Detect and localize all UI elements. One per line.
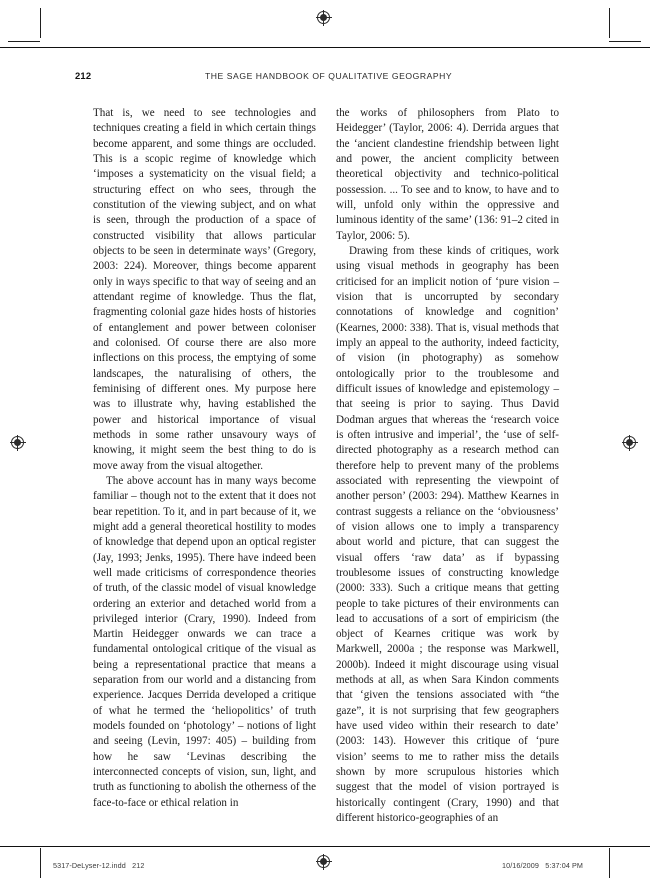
paragraph: That is, we need to see technologies and techniques creating a field in which certain things become apparent, and some things are occluded. This is a scopic regime of knowledge which ‘imposes a systematicity on the visual field; a structuring effect on who sees, through the constitution of the viewing subject, and on what is seen, through the production of a space of constructed visibility that allows particular objects to be seen in determinate ways’ (Gregory, 2003: 224). Moreover, things become apparent only in ways specific to that way of seeing and an attendant regime of knowledge. Thus the flat, fragmenting colonial gaze hides hosts of histories of entanglement and power between coloniser and colonised. Of course there are also more inflections on this process, the emptying of some landscapes, the naturalising of others, the feminising of different ones. My purpose here was to illustrate why, having established the power and historical importance of visual methods in some rather unsavoury ways of knowing, it might seem the best thing to do is move away from the visual altogether. xyxy=(93,107,316,472)
crop-mark-bottom-right-vertical xyxy=(609,848,610,878)
registration-mark-center xyxy=(626,439,633,446)
paragraph: the works of philosophers from Plato to Heidegger’ (Taylor, 2006: 4). Derrida argues that the ‘ancient clandestine friendship between light and power, the ancient complicity between theoretical objectivity and technico-political possession. ... To see and to know, to have and to will, unfold only within the oppressive and luminous identity of the same’ (136: 91–2 cited in Taylor, 2006: 5). xyxy=(336,107,559,242)
footer-timestamp: 10/16/2009 5:37:04 PM xyxy=(502,861,584,870)
crop-mark-bottom-left-vertical xyxy=(40,848,41,878)
registration-mark-center xyxy=(14,439,21,446)
running-title: THE SAGE HANDBOOK OF QUALITATIVE GEOGRAPHY xyxy=(205,70,453,81)
registration-mark-icon-right xyxy=(623,436,636,449)
paragraph: Drawing from these kinds of critiques, work using visual methods in geography has been criticised for an implicit notion of ‘pure vision – vision that is uncorrupted by secondary connotations of knowledge and cognition’ (Kearnes, 2000: 338). That is, visual methods that imply an appeal to the authority, indeed facticity, of vision (in photography) as somehow ontologically prior to the troublesome and difficult issues of knowledge and epistemology – that seeing is prior to saying. Thus David Dodman argues that whereas the ‘research voice is often intrusive and imperial’, the ‘use of self-directed photography as a research method can therefore help to prevent many of the problems associated with representing the viewpoint of another person’ (2003: 294). Matthew Kearnes in contrast suggests a reliance on the ‘obviousness’ of vision allows one to imply a transparency about world and picture, that can suggest the visual offers ‘raw data’ as if bypassing troublesome issues of constructing knowledge (2000: 333). Such a critique means that getting people to take pictures of their environments can lead to accusations of a sort of empiricism (the object of Kearnes critique was work by Markwell, 2000a ; the response was Markwell, 2000b). Indeed it might discourage using visual methods at all, as when Sara Kindon comments that ‘given the tensions associated with “the gaze”, it is not surprising that few geographers have used video within their research to date’ (2003: 143). However this critique of ‘pure vision’ seems to me to rather miss the details shown by more scrupulous histories which suggest that the model of vision portrayed is historically contingent (Crary, 1990) and that different historico-geographies of an xyxy=(336,244,559,825)
crop-mark-top-left-horizontal xyxy=(8,41,40,42)
registration-mark-icon-top xyxy=(317,11,330,24)
crop-mark-top-left-vertical xyxy=(40,8,41,38)
column-left xyxy=(93,106,316,811)
crop-mark-top-right-vertical xyxy=(609,8,610,38)
running-head xyxy=(75,70,575,86)
registration-mark-icon-left xyxy=(11,436,24,449)
registration-mark-center xyxy=(320,858,327,865)
footer-file-name: 5317-DeLyser-12.indd 212 xyxy=(53,861,145,870)
column-right xyxy=(336,106,559,826)
registration-mark-icon-bottom xyxy=(317,855,330,868)
body-text xyxy=(93,106,559,825)
paragraph: The above account has in many ways become familiar – though not to the extent that it does not bear repetition. To it, and in part because of it, we might add a general theoretical hostility to modes of knowledge that depend upon an optical register (Jay, 1993; Jenks, 1995). There have indeed been well made criticisms of correspondence theories of truth, of the classic model of visual knowledge ordering an exterior and detached world from a privileged interior (Crary, 1990). Indeed from Martin Heidegger onwards we can trace a fundamental ontological critique of the visual as being a representational practice that means a separation from our world and a distancing from experience. Jacques Derrida developed a critique of what he termed the ‘heliopolitics’ of truth models founded on ‘photology’ – notions of light and seeing (Levin, 1997: 405) – building from how he saw ‘Levinas describing the interconnected concepts of vision, sun, light, and truth as functioning to abolish the otherness of the face-to-face or ethical relation in xyxy=(93,474,316,809)
footer-rule xyxy=(0,846,650,847)
header-rule xyxy=(0,47,650,48)
crop-mark-top-right-horizontal xyxy=(609,41,641,42)
page-number: 212 xyxy=(75,70,92,81)
registration-mark-center xyxy=(320,14,327,21)
